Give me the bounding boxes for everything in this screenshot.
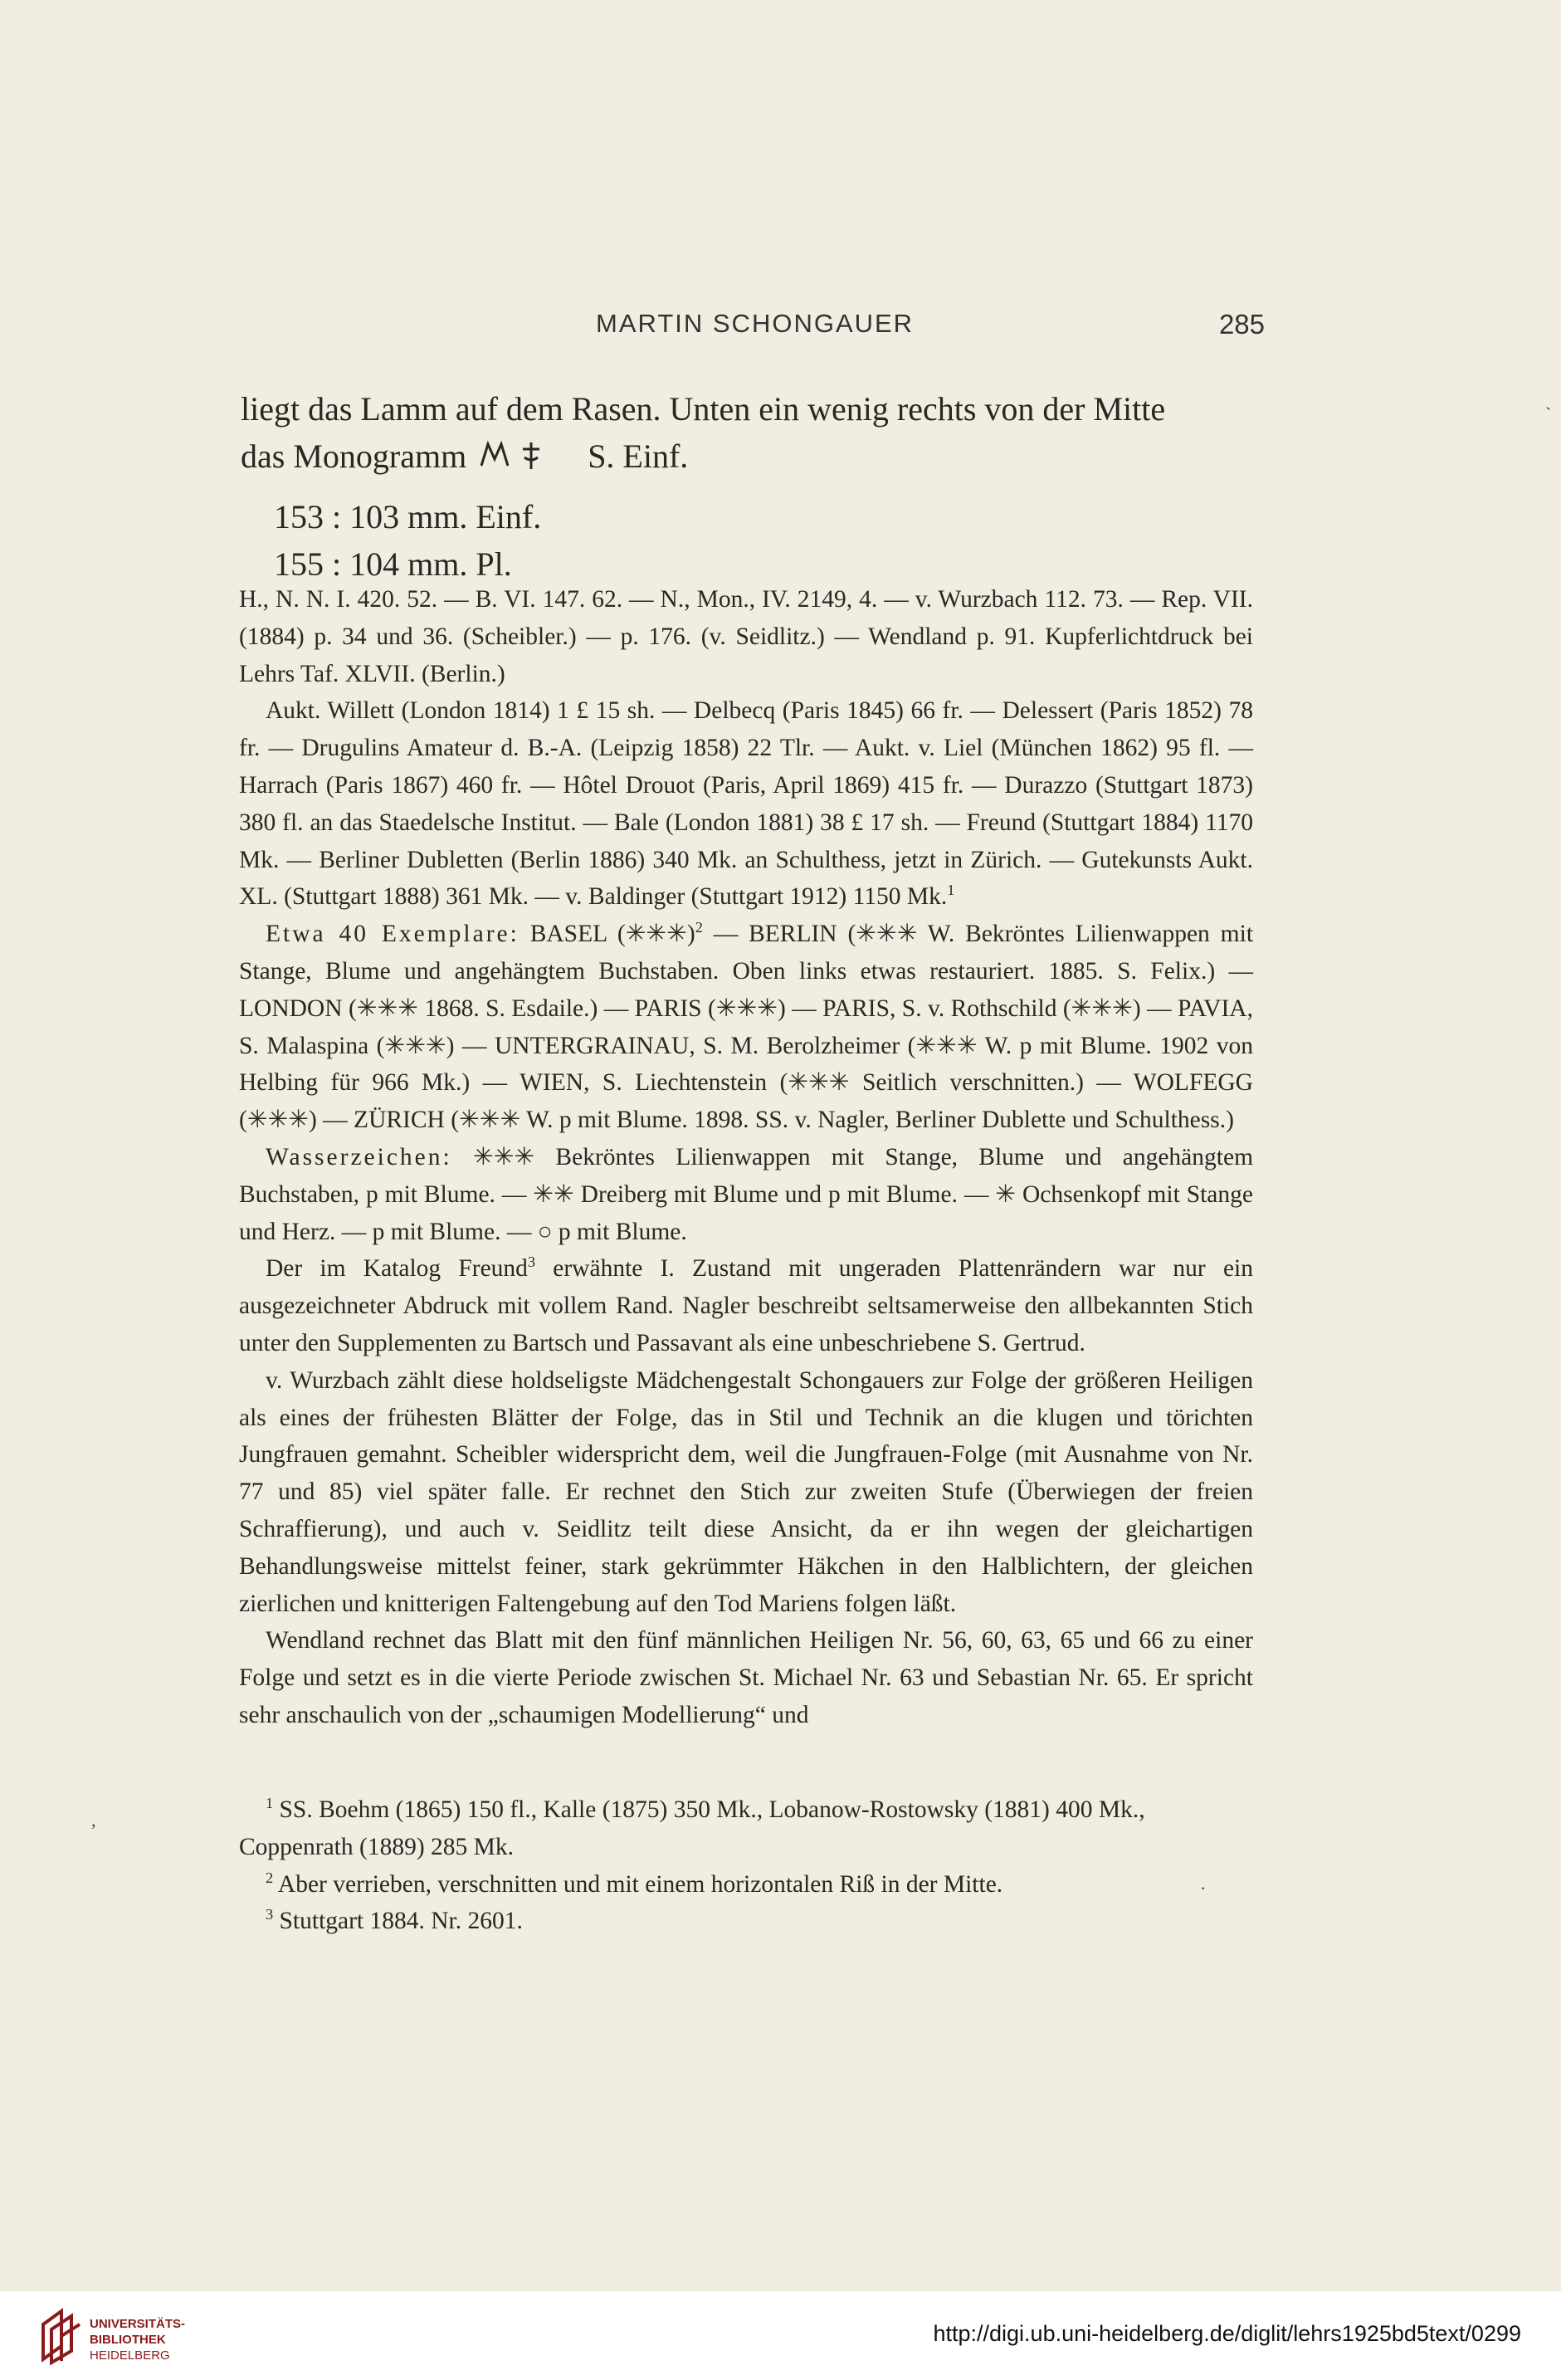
- main-text: [239, 581, 1253, 1734]
- exemplare-text: — BERLIN (✳✳✳ W. Bekröntes Lilienwappen mit Stange, Blume und angehängtem Buchstaben. Oben links etwas restauriert. 1885. S. Felix.) — LONDON (✳✳✳ 1868. S. Esdaile.) — PARIS (✳✳✳) — PARIS, S. v. Rothschild (✳✳✳) — PAVIA, S. Malaspina (✳✳✳) — UNTERGRAINAU, S. M. Berolzheimer (✳✳✳ W. p mit Blume. 1902 von Helbing für 966 Mk.) — WIEN, S. Liechtenstein (✳✳✳ Seitlich verschnitten.) — WOLFEGG (✳✳✳) — ZÜRICH (✳✳✳ W. p mit Blume. 1898. SS. v. Nagler, Berliner Dublette und Schulthess.): [239, 921, 1254, 1134]
- source-url-link[interactable]: http://digi.ub.uni-heidelberg.de/diglit/lehrs1925bd5text/0299: [933, 2321, 1521, 2346]
- institution-name: [90, 2316, 185, 2363]
- watermark-paragraph: [239, 1139, 1253, 1250]
- exemplare-paragraph: [239, 916, 1253, 1139]
- viewer-footer: [0, 2291, 1561, 2380]
- margin-mark: `: [1545, 403, 1552, 424]
- references-paragraph: H., N. N. I. 420. 52. — B. VI. 147. 62. — N., Mon., IV. 2149, 4. — v. Wurzbach 112. 73. — Rep. VII. (1884) p. 34 und 36. (Scheibler.) — p. 176. (v. Seidlitz.) — Wendland p. 91. Kupferlichtdruck bei Lehrs Taf. XLVII. (Berlin.): [239, 586, 1253, 687]
- watermark-text: ✳✳✳ Bekröntes Lilienwappen mit Stange, Blume und angehängtem Buchstaben, p mit Blume. — ✳✳ Dreiberg mit Blume und p mit Blume. — ✳ Ochsenkopf mit Stange und Herz. — p mit Blume. — ○ p mit Blume.: [239, 1143, 1254, 1245]
- institution-line: UNIVERSITÄTS-: [90, 2317, 186, 2331]
- running-title: MARTIN SCHONGAUER: [596, 309, 915, 338]
- footnote-text: Stuttgart 1884. Nr. 2601.: [279, 1908, 523, 1935]
- institution-line: BIBLIOTHEK: [90, 2333, 166, 2347]
- page-header: [239, 305, 1265, 347]
- footnote-number: 3: [266, 1906, 274, 1923]
- auctions-text: Aukt. Willett (London 1814) 1 £ 15 sh. — Delbecq (Paris 1845) 66 fr. — Delessert (Paris 1852) 78 fr. — Drugulins Amateur d. B.-A. (Leipzig 1858) 22 Tlr. — Aukt. v. Liel (München 1862) 95 fl. — Harrach (Paris 1867) 460 fr. — Hôtel Drouot (Paris, April 1869) 415 fr. — Durazzo (Stuttgart 1873) 380 fl. an das Staedelsche Institut. — Bale (London 1881) 38 £ 17 sh. — Freund (Stuttgart 1884) 1170 Mk. — Berliner Dubletten (Berlin 1886) 340 Mk. an Schulthess, jetzt in Zürich. — Gutekunsts Aukt. XL. (Stuttgart 1888) 361 Mk. — v. Baldinger (Stuttgart 1912) 1150 Mk.: [239, 697, 1253, 911]
- watermark-label: Wasserzeichen:: [266, 1143, 452, 1170]
- institution-line: HEIDELBERG: [90, 2348, 170, 2363]
- exemplare-basel: BASEL (✳✳✳): [529, 921, 695, 948]
- library-logo-icon: [37, 2306, 83, 2370]
- description-line: liegt das Lamm auf dem Rasen. Unten ein wenig rechts von der Mitte: [241, 390, 1166, 428]
- footnote-text: Aber verrieben, verschnitten und mit einem horizontalen Riß in der Mitte.: [277, 1870, 1003, 1898]
- description-continuation: [241, 385, 1270, 588]
- dimension-pl: 155 : 104 mm. Pl.: [274, 545, 512, 584]
- dimension-einf: 153 : 103 mm. Einf.: [274, 498, 542, 536]
- katalog-paragraph: [239, 1250, 1253, 1361]
- footnote-number: 2: [266, 1869, 274, 1886]
- monogram-line-text: das Monogramm: [241, 437, 467, 475]
- page-number: 285: [1218, 309, 1265, 340]
- footnote-text: SS. Boehm (1865) 150 fl., Kalle (1875) 350 Mk., Lobanow-Rostowsky (1881) 400 Mk., Coppenrath (1889) 285 Mk.: [239, 1796, 1145, 1860]
- wurzbach-paragraph: v. Wurzbach zählt diese holdseligste Mädchengestalt Schongauers zur Folge der größeren Heiligen als eines der frühesten Blätter der Folge, das in Stil und Technik an die klugen und törichten Jungfrauen gemahnt. Scheibler widerspricht dem, weil die Jungfrauen-Folge (mit Ausnahme von Nr. 77 und 85) viel später falle. Er rechnet den Stich zur zweiten Stufe (Überwiegen der freien Schraffierung), und auch v. Seidlitz teilt diese Ansicht, da er ihn wegen der gleichartigen Behandlungsweise mittelst feiner, stark gekrümmter Häkchen in den Halblichtern, der gleichen zierlichen und knitterigen Faltengebung auf den Tod Mariens folgen läßt.: [239, 1366, 1253, 1617]
- monogram-icon: [478, 436, 576, 483]
- footnote-3: [239, 1903, 1253, 1940]
- footnote-2: [239, 1866, 1253, 1904]
- katalog-text-a: Der im Katalog Freund: [266, 1255, 528, 1283]
- monogram-line: [241, 433, 1270, 483]
- footnote-ref-3: 3: [527, 1254, 536, 1271]
- katalog-text-b: erwähnte I. Zustand mit ungeraden Plattenrändern war nur ein ausgezeichneter Abdruck mit vollem Rand. Nagler beschreibt seltsamerweise den allbekannten Stich unter den Supplementen zu Bartsch und Passavant als eine unbeschriebene S. Gertrud.: [239, 1255, 1253, 1356]
- footnote-ref-1: 1: [947, 882, 955, 899]
- footnotes: [239, 1791, 1253, 1940]
- margin-mark: ,: [91, 1810, 96, 1830]
- margin-dot: ·: [1200, 1878, 1207, 1899]
- wendland-paragraph: Wendland rechnet das Blatt mit den fünf männlichen Heiligen Nr. 56, 60, 63, 65 und 66 zu einer Folge und setzt es in die vierte Periode zwischen St. Michael Nr. 63 und Sebastian Nr. 65. Er spricht sehr anschaulich von der „schaumigen Modellierung“ und: [239, 1627, 1253, 1728]
- footnote-ref-2: 2: [695, 919, 703, 936]
- auctions-paragraph: [239, 692, 1253, 916]
- footnote-number: 1: [266, 1795, 274, 1812]
- exemplare-label: Etwa 40 Exemplare:: [266, 921, 520, 948]
- monogram-line-suffix: S. Einf.: [588, 437, 689, 475]
- footnote-1: [239, 1791, 1253, 1866]
